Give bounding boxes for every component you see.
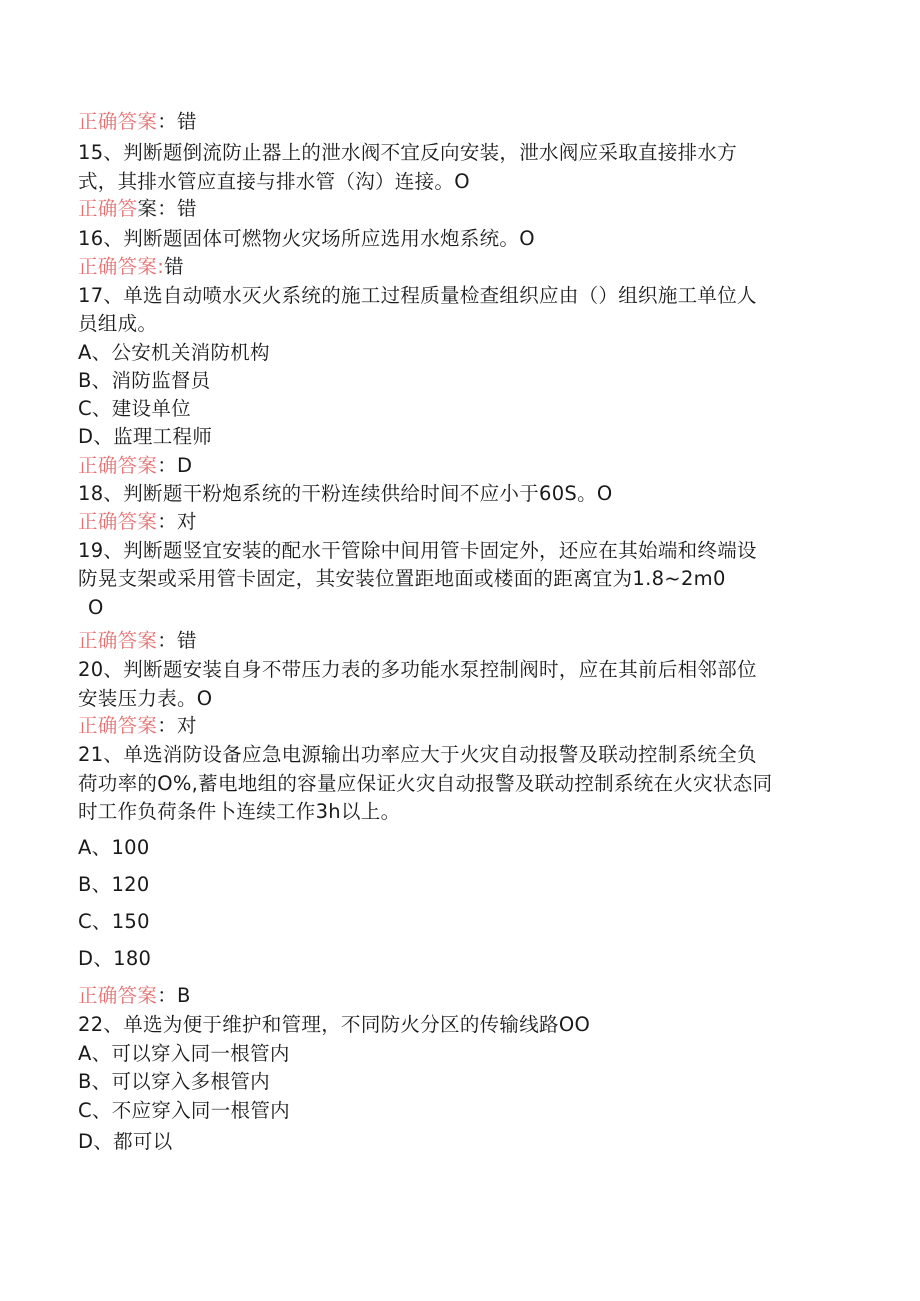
answer-label: 正确答案: [78, 110, 158, 133]
answer-colon: ：: [157, 984, 178, 1007]
answer-line-q21: [78, 982, 191, 1010]
question-21-line-2: 荷功率的O%,蓄电地组的容量应保证火灾自动报警及联动控制系统在火灾状态同: [78, 772, 773, 795]
question-21-line-1: 21、单选消防设备应急电源输出功率应大于火灾自动报警及联动控制系统全负: [78, 743, 757, 766]
option-b: B、消防监督员: [78, 369, 211, 392]
answer-value: 错: [164, 255, 184, 278]
option-a: A、公安机关消防机构: [78, 341, 270, 364]
option-c: C、不应穿入同一根管内: [78, 1099, 290, 1122]
option-c: C、150: [78, 910, 150, 933]
answer-value: 对: [177, 510, 197, 533]
answer-colon: ：: [157, 629, 178, 652]
answer-label: 正确答案: [78, 255, 158, 278]
answer-line-q16: [78, 253, 184, 281]
question-15-line-2: 式，其排水管应直接与排水管（沟）连接。O: [78, 170, 470, 193]
answer-colon: ：: [157, 714, 178, 737]
answer-label: 正确答案: [78, 454, 158, 477]
answer-line-q18: [78, 508, 197, 536]
question-15-line-1: 15、判断题倒流防止器上的泄水阀不宜反向安装，泄水阀应采取直接排水方: [78, 141, 738, 164]
answer-label: 正确答案: [78, 510, 158, 533]
answer-label: 正确答案: [78, 984, 158, 1007]
question-17-line-2: 员组成。: [78, 312, 158, 335]
answer-colon: ：: [157, 510, 178, 533]
answer-value: B: [177, 984, 191, 1007]
question-16-line-1: 16、判断题固体可燃物火灾场所应选用水炮系统。O: [78, 227, 535, 250]
answer-label-tail: 案：: [137, 197, 178, 220]
option-a: A、100: [78, 836, 150, 859]
option-d: D、都可以: [78, 1130, 173, 1153]
answer-colon: ：: [157, 454, 178, 477]
question-18-line-1: 18、判断题干粉炮系统的干粉连续供给时间不应小于60S。O: [78, 482, 613, 505]
question-19-line-3: O: [88, 596, 104, 619]
answer-value: 错: [177, 629, 197, 652]
answer-value: 错: [177, 197, 197, 220]
answer-line-q20: [78, 712, 197, 740]
option-b: B、120: [78, 873, 150, 896]
answer-label: 正确答案: [78, 714, 158, 737]
option-c: C、建设单位: [78, 397, 191, 420]
answer-line-q19: [78, 627, 197, 655]
option-b: B、可以穿入多根管内: [78, 1070, 270, 1093]
question-19-line-2: 防晃支架或采用管卡固定，其安装位置距地面或楼面的距离宜为1.8~2m0: [78, 567, 726, 590]
question-22-line-1: 22、单选为便于维护和管理，不同防火分区的传输线路OO: [78, 1013, 591, 1036]
answer-value: 对: [177, 714, 197, 737]
question-17-line-1: 17、单选自动喷水灭火系统的施工过程质量检查组织应由（）组织施工单位人: [78, 284, 757, 307]
answer-line-q14: [78, 108, 197, 136]
question-21-line-3: 时工作负荷条件卜连续工作3h以上。: [78, 800, 401, 823]
answer-label: 正确答案: [78, 629, 158, 652]
question-20-line-1: 20、判断题安装自身不带压力表的多功能水泵控制阀时，应在其前后相邻部位: [78, 658, 757, 681]
question-19-line-1: 19、判断题竖宜安装的配水干管除中间用管卡固定外，还应在其始端和终端设: [78, 539, 757, 562]
option-d: D、监理工程师: [78, 425, 213, 448]
question-20-line-2: 安装压力表。O: [78, 687, 213, 710]
answer-line-q15: [78, 195, 197, 223]
option-a: A、可以穿入同一根管内: [78, 1042, 290, 1065]
option-d: D、180: [78, 947, 152, 970]
answer-value: 错: [177, 110, 197, 133]
answer-label: 正确答: [78, 197, 138, 220]
answer-value: D: [177, 454, 193, 477]
answer-colon: :: [157, 255, 165, 278]
answer-colon: ：: [157, 110, 178, 133]
answer-line-q17: [78, 452, 192, 480]
